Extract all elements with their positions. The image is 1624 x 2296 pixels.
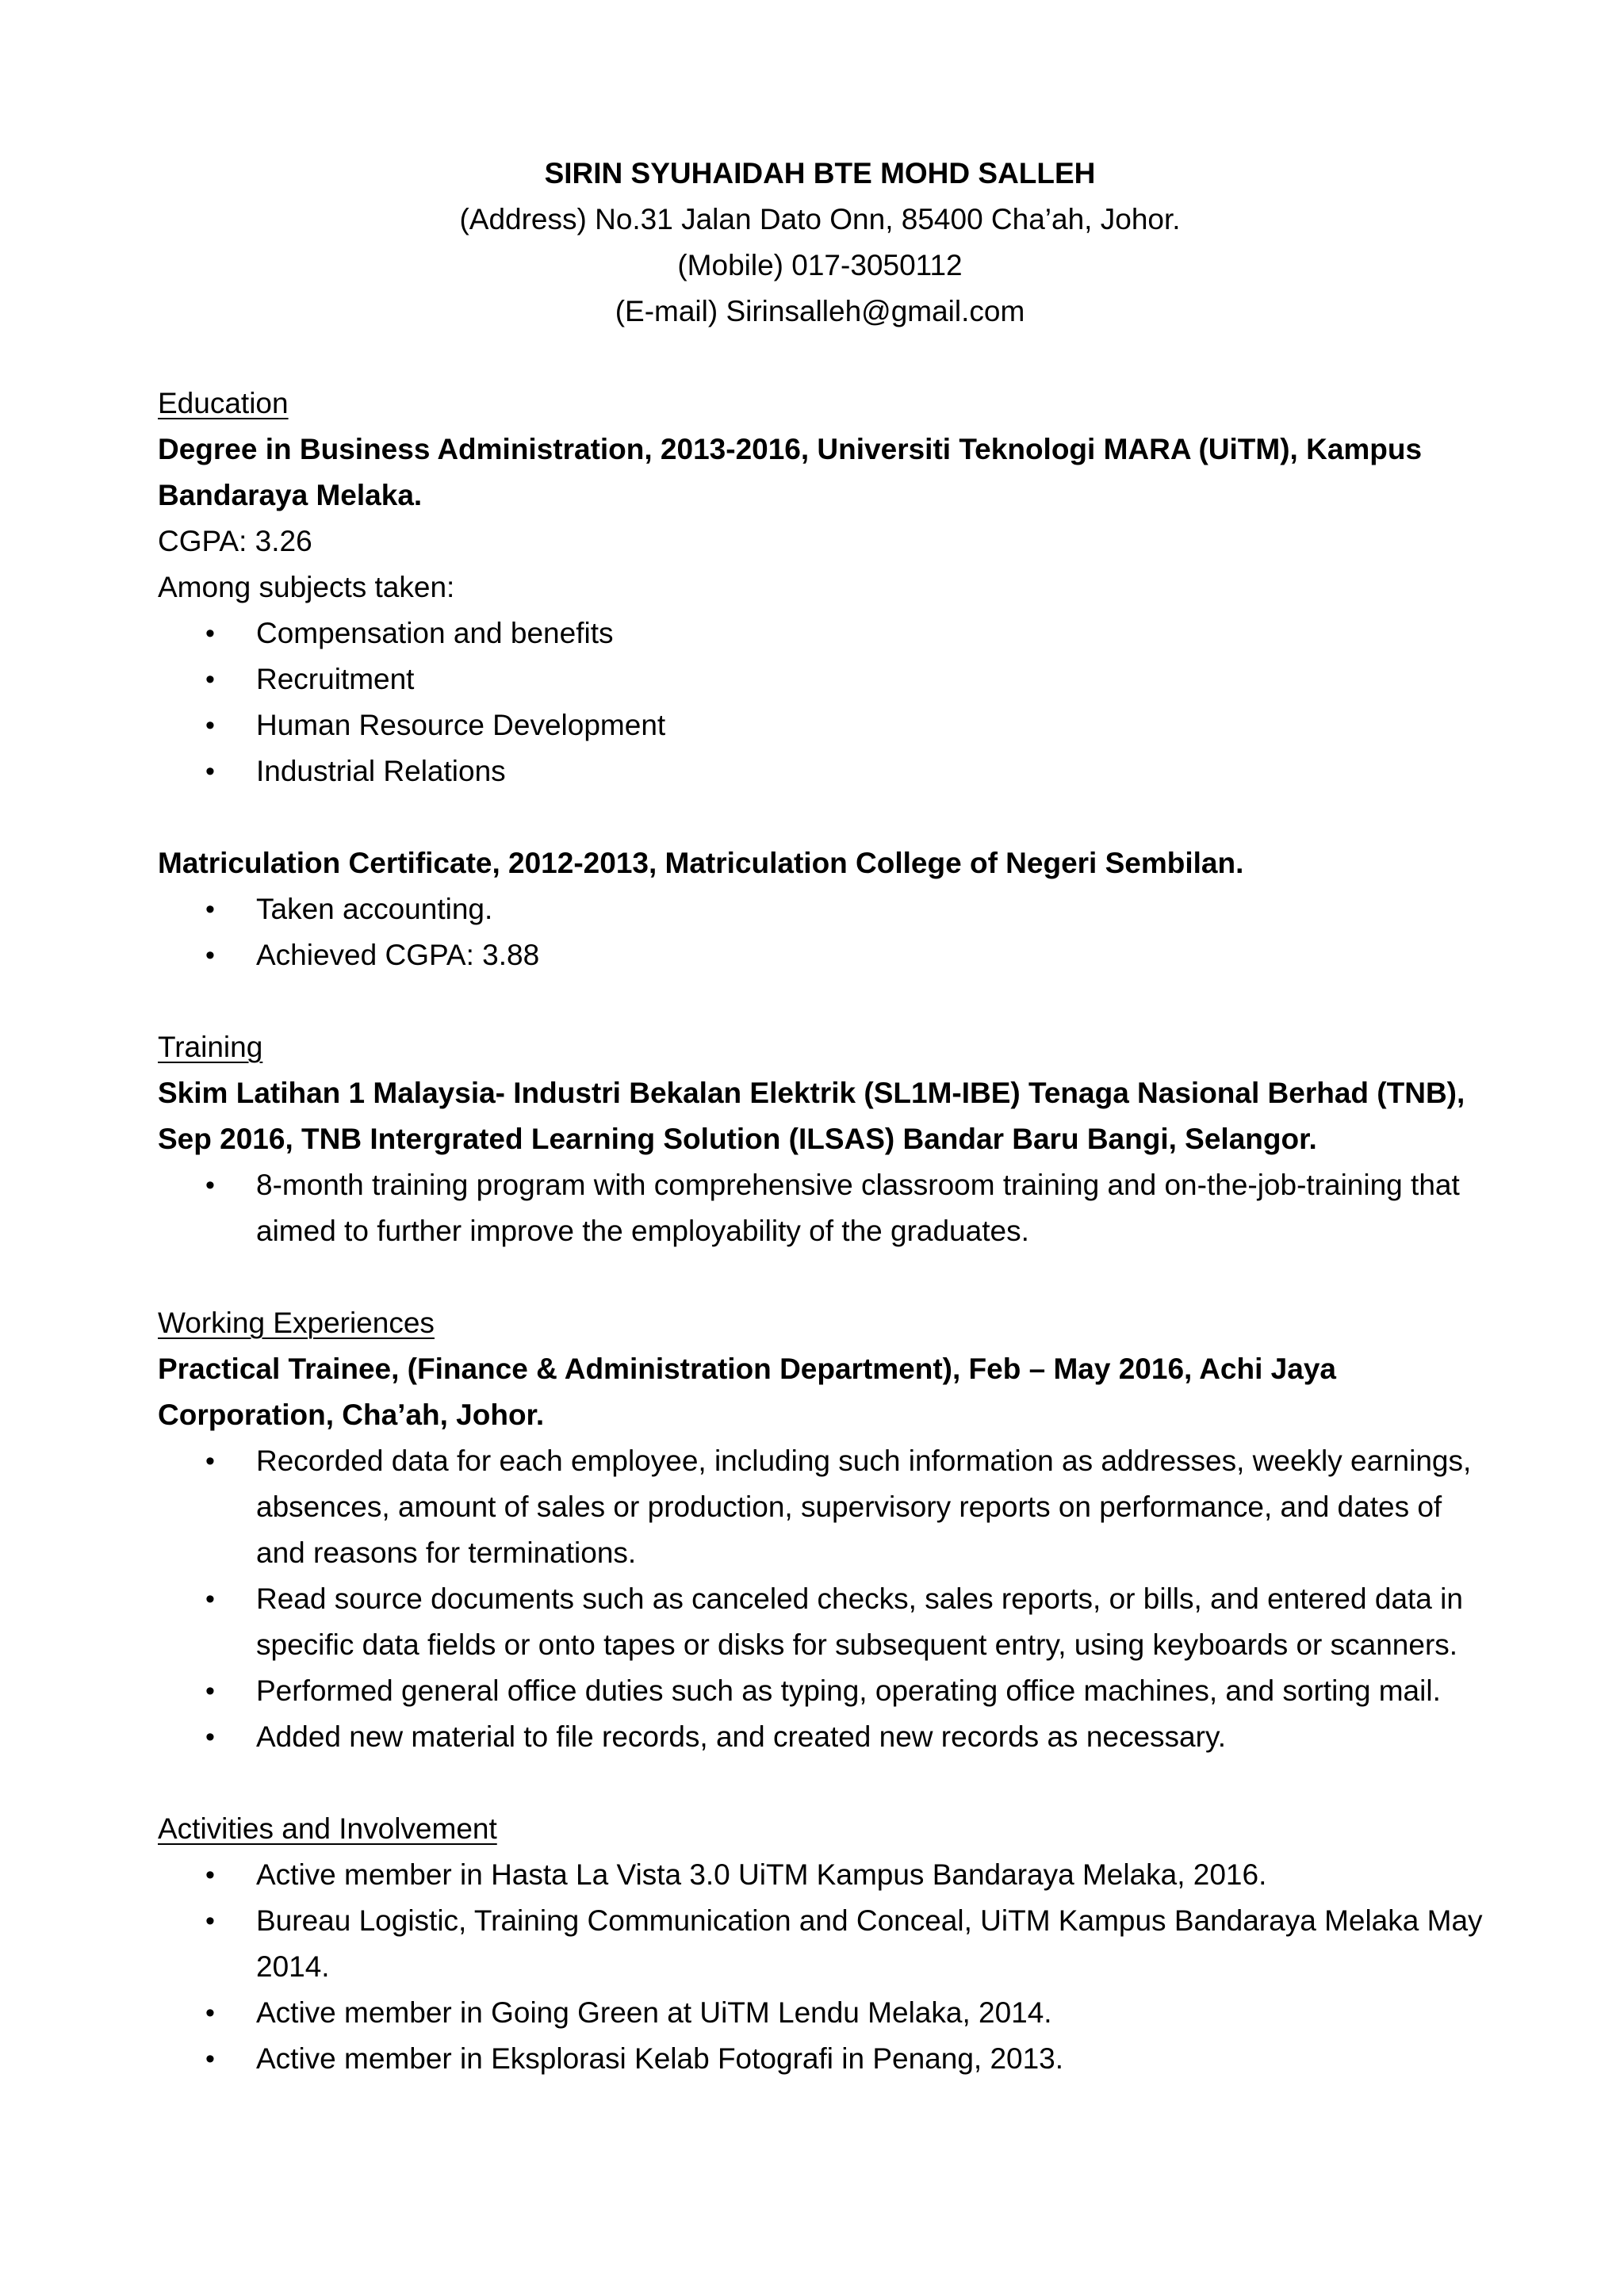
resume-page (158, 151, 1490, 2082)
candidate-name: SIRIN SYUHAIDAH BTE MOHD SALLEH (544, 157, 1096, 189)
training-section (158, 1024, 1490, 1254)
list-item-text: Compensation and benefits (256, 617, 614, 649)
bullet-icon: • (205, 1584, 215, 1614)
bullet-icon: • (205, 940, 215, 970)
list-item (158, 932, 1490, 978)
bullet-icon: • (205, 710, 215, 740)
spacer (158, 1760, 1490, 1806)
list-item (158, 702, 1490, 748)
list-item (158, 1162, 1490, 1254)
email-line: (E-mail) Sirinsalleh@gmail.com (615, 295, 1025, 327)
list-item (158, 610, 1490, 656)
work-heading: Practical Trainee, (Finance & Administration Department), Feb – May 2016, Achi Jaya Corporation, Cha’ah, Johor. (158, 1353, 1336, 1431)
list-item-text: Achieved CGPA: 3.88 (256, 939, 540, 971)
list-item-text: Active member in Hasta La Vista 3.0 UiTM Kampus Bandaraya Melaka, 2016. (256, 1858, 1267, 1891)
list-item-text: Active member in Going Green at UiTM Lendu Melaka, 2014. (256, 1996, 1052, 2029)
bullet-icon: • (205, 1676, 215, 1706)
bullet-icon: • (205, 1446, 215, 1476)
list-item (158, 1576, 1490, 1668)
list-item-text: 8-month training program with comprehensive classroom training and on-the-job-training that aimed to further improve the employability of the graduates. (256, 1169, 1460, 1247)
spacer (158, 978, 1490, 1024)
bullet-icon: • (205, 1722, 215, 1752)
address-line: (Address) No.31 Jalan Dato Onn, 85400 Cha’ah, Johor. (459, 203, 1181, 235)
work-section (158, 1300, 1490, 1760)
bullet-icon: • (205, 756, 215, 786)
list-item (158, 2036, 1490, 2082)
degree-cgpa: CGPA: 3.26 (158, 525, 312, 557)
list-item (158, 1990, 1490, 2036)
list-item-text: Active member in Eksplorasi Kelab Fotografi in Penang, 2013. (256, 2042, 1064, 2075)
list-item (158, 1898, 1490, 1990)
education-section (158, 381, 1490, 978)
bullet-icon: • (205, 1906, 215, 1936)
training-heading: Skim Latihan 1 Malaysia- Industri Bekalan Elektrik (SL1M-IBE) Tenaga Nasional Berhad (TNB), Sep 2016, TNB Intergrated Learning Solution (ILSAS) Bandar Baru Bangi, Selangor. (158, 1077, 1465, 1155)
list-item-text: Human Resource Development (256, 709, 666, 741)
training-title: Training (158, 1031, 263, 1063)
list-item (158, 1714, 1490, 1760)
spacer (158, 335, 1490, 381)
list-item-text: Read source documents such as canceled checks, sales reports, or bills, and entered data in specific data fields or onto tapes or disks for subsequent entry, using keyboards or scanners. (256, 1582, 1463, 1661)
bullet-icon: • (205, 618, 215, 649)
activities-section (158, 1806, 1490, 2082)
mobile-line: (Mobile) 017-3050112 (677, 249, 963, 281)
list-item-text: Added new material to file records, and created new records as necessary. (256, 1720, 1226, 1753)
list-item-text: Taken accounting. (256, 893, 493, 925)
bullet-icon: • (205, 894, 215, 924)
subjects-intro: Among subjects taken: (158, 571, 455, 603)
list-item (158, 886, 1490, 932)
bullet-icon: • (205, 2044, 215, 2074)
activities-title: Activities and Involvement (158, 1812, 497, 1845)
bullet-icon: • (205, 1998, 215, 2028)
list-item-text: Performed general office duties such as typing, operating office machines, and sorting mail. (256, 1674, 1441, 1707)
list-item (158, 748, 1490, 794)
degree-heading: Degree in Business Administration, 2013-2016, Universiti Teknologi MARA (UiTM), Kampus Bandaraya Melaka. (158, 433, 1423, 511)
matriculation-heading: Matriculation Certificate, 2012-2013, Matriculation College of Negeri Sembilan. (158, 847, 1244, 879)
work-list (158, 1438, 1490, 1760)
list-item-text: Recorded data for each employee, including such information as addresses, weekly earnings, absences, amount of sales or production, supervisory reports on performance, and dates of and reasons for terminations. (256, 1445, 1472, 1569)
list-item (158, 1852, 1490, 1898)
activities-list (158, 1852, 1490, 2082)
list-item-text: Recruitment (256, 663, 415, 695)
resume-header (158, 151, 1482, 335)
training-list (158, 1162, 1490, 1254)
education-title: Education (158, 387, 289, 419)
bullet-icon: • (205, 664, 215, 695)
list-item-text: Industrial Relations (256, 755, 506, 787)
list-item (158, 1668, 1490, 1714)
spacer (158, 794, 1490, 840)
matriculation-list (158, 886, 1490, 978)
list-item (158, 1438, 1490, 1576)
bullet-icon: • (205, 1860, 215, 1890)
list-item-text: Bureau Logistic, Training Communication and Conceal, UiTM Kampus Bandaraya Melaka May 2014. (256, 1904, 1483, 1983)
spacer (158, 1254, 1490, 1300)
subjects-list (158, 610, 1490, 794)
bullet-icon: • (205, 1170, 215, 1200)
work-title: Working Experiences (158, 1307, 435, 1339)
list-item (158, 656, 1490, 702)
